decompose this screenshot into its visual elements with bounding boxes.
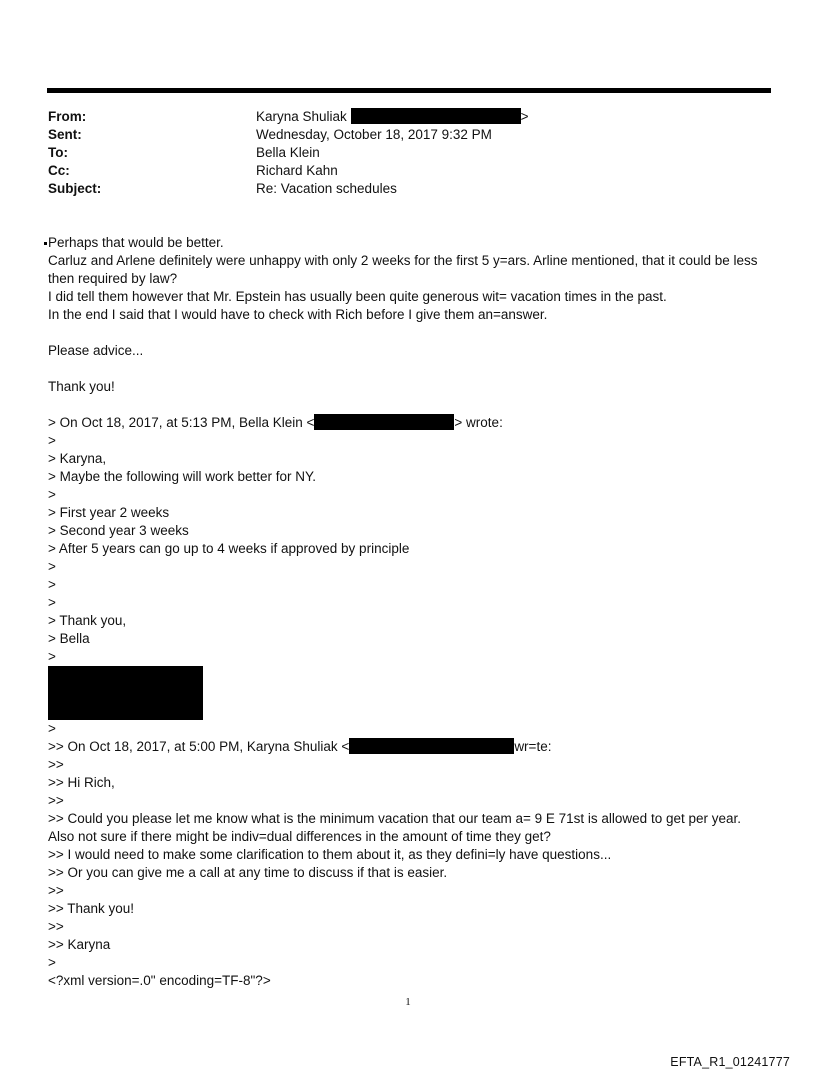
nested-quote-line: >> I would need to make some clarification to them about it, as they defini=ly have questions... (48, 847, 612, 862)
nested-quote-line: >> Karyna (48, 937, 111, 952)
nested-quote-line: >> (48, 793, 64, 808)
quote-line: > Maybe the following will work better for NY. (48, 469, 316, 484)
body-line: Carluz and Arlene definitely were unhappy with only 2 weeks for the first 5 y=ars. Arline mentioned, that it could be less then required by law? (48, 253, 758, 286)
redaction-block (48, 666, 203, 720)
sent-row (48, 126, 768, 144)
bates-number: EFTA_R1_01241777 (670, 1055, 790, 1069)
quote-line: > Thank you, (48, 613, 127, 628)
quote-line: > Bella (48, 631, 90, 646)
quote-line: > (48, 559, 56, 574)
quote-line: > (48, 595, 56, 610)
nested-quote-line: >> (48, 883, 64, 898)
quote-line: > After 5 years can go up to 4 weeks if approved by principle (48, 541, 410, 556)
quote-line: > (48, 577, 56, 592)
sent-label: Sent: (48, 127, 82, 142)
redaction-bar (349, 738, 514, 754)
redaction-bar (314, 414, 454, 430)
nested-quote-header: >> On Oct 18, 2017, at 5:00 PM, Karyna Shuliak < wr=te: (48, 739, 552, 754)
quote-line: > Second year 3 weeks (48, 523, 189, 538)
nested-quote-line: Also not sure if there might be indiv=dual differences in the amount of time they get? (48, 829, 551, 844)
quote-line: > First year 2 weeks (48, 505, 170, 520)
quote-header: > On Oct 18, 2017, at 5:13 PM, Bella Klein < > wrote: (48, 415, 503, 430)
cc-label: Cc: (48, 163, 70, 178)
redaction-bar (351, 108, 521, 124)
cc-value: Richard Kahn (256, 163, 338, 178)
email-body (48, 234, 772, 990)
email-header (48, 108, 768, 198)
xml-declaration: <?xml version=.0" encoding=TF-8"?> (48, 973, 271, 988)
nested-quote-line: >> Could you please let me know what is the minimum vacation that our team a= 9 E 71st is allowed to get per year. (48, 811, 741, 826)
body-line: Please advice... (48, 343, 144, 358)
cc-row (48, 162, 768, 180)
bullet-mark (44, 242, 47, 245)
quote-line: > (48, 433, 56, 448)
body-line: In the end I said that I would have to check with Rich before I give them an=answer. (48, 307, 548, 322)
quote-line: > (48, 649, 56, 664)
subject-value: Re: Vacation schedules (256, 181, 397, 196)
subject-label: Subject: (48, 181, 102, 196)
to-value: Bella Klein (256, 145, 320, 160)
from-suffix: > (520, 109, 529, 124)
sent-value: Wednesday, October 18, 2017 9:32 PM (256, 127, 492, 142)
nested-quote-line: >> (48, 757, 64, 772)
from-row (48, 108, 768, 126)
quote-line: > (48, 955, 56, 970)
to-label: To: (48, 145, 68, 160)
from-name: Karyna Shuliak (256, 109, 347, 124)
nested-quote-line: >> (48, 919, 64, 934)
nested-quote-line: >> Or you can give me a call at any time to discuss if that is easier. (48, 865, 448, 880)
body-line: Perhaps that would be better. (48, 235, 224, 250)
subject-row (48, 180, 768, 198)
nested-quote-line: >> Thank you! (48, 901, 135, 916)
quote-line: > Karyna, (48, 451, 107, 466)
quote-line: > (48, 487, 56, 502)
to-row (48, 144, 768, 162)
page-number: 1 (405, 996, 411, 1008)
from-label: From: (48, 109, 87, 124)
nested-quote-line: >> Hi Rich, (48, 775, 115, 790)
header-rule (47, 88, 771, 93)
body-line: Thank you! (48, 379, 115, 394)
quote-line: > (48, 721, 56, 736)
body-line: I did tell them however that Mr. Epstein has usually been quite generous wit= vacation times in the past. (48, 289, 667, 304)
